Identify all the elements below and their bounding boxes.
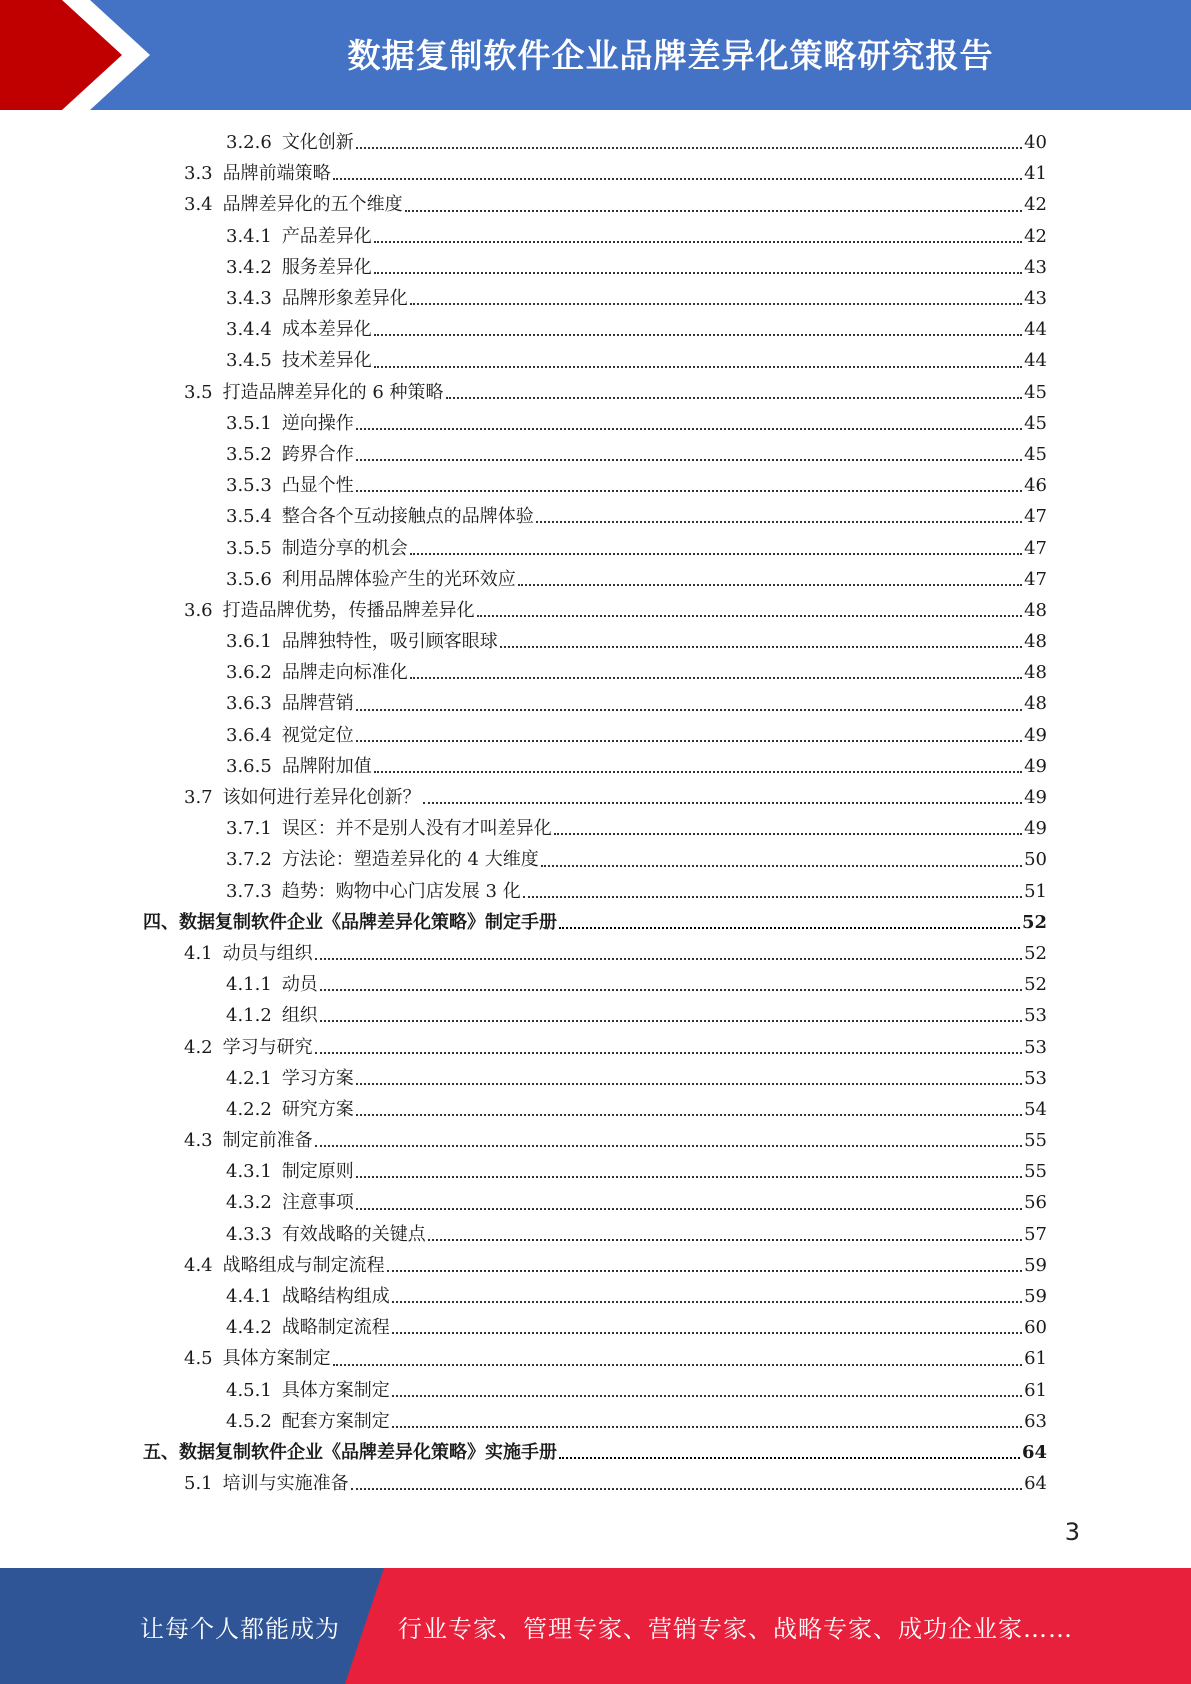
toc-entry-number: 3.4.5 xyxy=(226,350,272,372)
toc-entry-number: 3.6.2 xyxy=(226,662,272,684)
toc-dot-leader xyxy=(374,770,1022,773)
toc-entry-number: 3.4 xyxy=(184,194,213,216)
toc-entry[interactable] xyxy=(0,1156,1191,1187)
toc-dot-leader xyxy=(477,614,1022,617)
toc-entry-title: 四、数据复制软件企业《品牌差异化策略》制定手册 xyxy=(143,911,557,933)
toc-entry-title: 注意事项 xyxy=(281,1192,354,1214)
toc-dot-leader xyxy=(356,146,1022,149)
toc-entry[interactable] xyxy=(0,969,1191,1000)
toc-entry-page: 59 xyxy=(1024,1254,1047,1276)
toc-entry-page: 64 xyxy=(1024,1473,1047,1495)
toc-dot-leader xyxy=(315,1144,1022,1147)
toc-dot-leader xyxy=(356,1082,1022,1085)
toc-entry-title: 该如何进行差异化创新？ xyxy=(222,787,421,809)
toc-entry-title: 凸显个性 xyxy=(281,475,354,497)
toc-entry-number: 4.1.1 xyxy=(226,974,272,996)
document-title: 数据复制软件企业品牌差异化策略研究报告 xyxy=(347,35,994,75)
toc-entry-number: 4.3.3 xyxy=(226,1223,272,1245)
toc-entry-page: 44 xyxy=(1024,350,1047,372)
toc-entry[interactable] xyxy=(0,1031,1191,1062)
toc-entry[interactable] xyxy=(0,470,1191,501)
toc-entry-page: 48 xyxy=(1024,662,1047,684)
toc-entry-page: 45 xyxy=(1024,381,1047,403)
toc-entry-title: 五、数据复制软件企业《品牌差异化策略》实施手册 xyxy=(143,1441,557,1463)
toc-entry[interactable] xyxy=(0,657,1191,688)
toc-entry[interactable] xyxy=(0,1468,1191,1499)
toc-entry-number: 4.3.2 xyxy=(226,1192,272,1214)
toc-entry-number: 3.4.1 xyxy=(226,225,272,247)
toc-entry-number: 3.5.6 xyxy=(226,568,272,590)
toc-entry-title: 品牌形象差异化 xyxy=(281,288,408,310)
toc-entry-page: 64 xyxy=(1021,1441,1047,1463)
toc-entry-page: 44 xyxy=(1024,319,1047,341)
toc-dot-leader xyxy=(333,1363,1022,1366)
toc-entry-title: 研究方案 xyxy=(281,1098,354,1120)
toc-entry-title: 品牌前端策略 xyxy=(222,163,331,185)
toc-entry[interactable] xyxy=(0,532,1191,563)
toc-dot-leader xyxy=(536,520,1022,523)
toc-entry[interactable] xyxy=(0,844,1191,875)
toc-entry-number: 4.3 xyxy=(184,1130,213,1152)
toc-entry-page: 43 xyxy=(1024,288,1047,310)
toc-entry-title: 具体方案制定 xyxy=(281,1379,390,1401)
toc-dot-leader xyxy=(320,1019,1022,1022)
toc-entry-page: 49 xyxy=(1024,755,1047,777)
toc-entry-title: 学习与研究 xyxy=(222,1036,313,1058)
toc-entry-number: 3.4.4 xyxy=(226,319,272,341)
toc-entry[interactable] xyxy=(0,876,1191,907)
toc-dot-leader xyxy=(518,583,1022,586)
toc-entry-page: 53 xyxy=(1024,1005,1047,1027)
toc-entry-page: 40 xyxy=(1024,132,1047,154)
toc-entry-number: 3.5.2 xyxy=(226,443,272,465)
toc-entry-number: 3.2.6 xyxy=(226,132,272,154)
toc-entry-title: 战略组成与制定流程 xyxy=(222,1254,385,1276)
footer-slogan: 让每个人都能成为 xyxy=(140,1614,340,1643)
toc-entry-number: 3.6.1 xyxy=(226,631,272,653)
toc-dot-leader xyxy=(405,209,1022,212)
toc-entry-title: 具体方案制定 xyxy=(222,1348,331,1370)
toc-entry-title: 品牌营销 xyxy=(281,693,354,715)
toc-dot-leader xyxy=(356,1113,1022,1116)
toc-entry-title: 成本差异化 xyxy=(281,319,372,341)
toc-dot-leader xyxy=(315,957,1022,960)
toc-entry-title: 逆向操作 xyxy=(281,412,354,434)
toc-entry[interactable] xyxy=(0,751,1191,782)
toc-entry[interactable] xyxy=(0,221,1191,252)
toc-entry-page: 53 xyxy=(1024,1036,1047,1058)
toc-entry[interactable] xyxy=(0,252,1191,283)
toc-entry[interactable] xyxy=(0,595,1191,626)
toc-dot-leader xyxy=(356,1175,1022,1178)
toc-entry-title: 制定原则 xyxy=(281,1161,354,1183)
toc-dot-leader xyxy=(541,864,1022,867)
toc-entry-number: 4.3.1 xyxy=(226,1161,272,1183)
toc-entry-title: 品牌附加值 xyxy=(281,755,372,777)
toc-entry-page: 46 xyxy=(1024,475,1047,497)
toc-entry-number: 4.2 xyxy=(184,1036,213,1058)
table-of-contents xyxy=(0,127,1191,1499)
toc-entry-title: 培训与实施准备 xyxy=(222,1473,349,1495)
toc-entry-page: 50 xyxy=(1024,849,1047,871)
toc-entry-page: 49 xyxy=(1024,787,1047,809)
toc-entry-number: 4.5.2 xyxy=(226,1410,272,1432)
toc-entry-number: 3.5.4 xyxy=(226,506,272,528)
toc-entry-number: 4.5 xyxy=(184,1348,213,1370)
toc-entry-number: 3.7 xyxy=(184,787,213,809)
toc-entry[interactable] xyxy=(0,345,1191,376)
toc-entry-title: 制造分享的机会 xyxy=(281,537,408,559)
toc-entry-title: 战略制定流程 xyxy=(281,1317,390,1339)
toc-dot-leader xyxy=(410,302,1022,305)
toc-entry-page: 63 xyxy=(1024,1410,1047,1432)
toc-entry-number: 3.7.1 xyxy=(226,818,272,840)
toc-entry-number: 4.2.1 xyxy=(226,1067,272,1089)
toc-entry-page: 61 xyxy=(1024,1348,1047,1370)
toc-dot-leader xyxy=(410,552,1022,555)
toc-entry-title: 打造品牌优势，传播品牌差异化 xyxy=(222,599,475,621)
toc-entry[interactable] xyxy=(0,1281,1191,1312)
toc-entry-title: 视觉定位 xyxy=(281,724,354,746)
toc-entry-title: 打造品牌差异化的 6 种策略 xyxy=(222,381,444,403)
page-header xyxy=(0,0,1191,110)
toc-entry-page: 57 xyxy=(1024,1223,1047,1245)
toc-entry-number: 4.1.2 xyxy=(226,1005,272,1027)
toc-entry[interactable] xyxy=(0,1187,1191,1218)
toc-entry-title: 方法论：塑造差异化的 4 大维度 xyxy=(281,849,539,871)
toc-entry[interactable] xyxy=(0,127,1191,158)
toc-dot-leader xyxy=(356,708,1022,711)
toc-entry[interactable] xyxy=(0,782,1191,813)
toc-entry[interactable] xyxy=(0,720,1191,751)
toc-entry-number: 4.4.2 xyxy=(226,1317,272,1339)
toc-entry[interactable] xyxy=(0,1343,1191,1374)
toc-entry-title: 产品差异化 xyxy=(281,225,372,247)
toc-entry-title: 技术差异化 xyxy=(281,350,372,372)
toc-entry[interactable] xyxy=(0,314,1191,345)
toc-entry-title: 动员与组织 xyxy=(222,942,313,964)
toc-dot-leader xyxy=(446,396,1023,399)
toc-entry-number: 3.7.2 xyxy=(226,849,272,871)
toc-entry-number: 3.4.3 xyxy=(226,288,272,310)
toc-entry-page: 61 xyxy=(1024,1379,1047,1401)
toc-entry-number: 3.6.3 xyxy=(226,693,272,715)
toc-entry-title: 配套方案制定 xyxy=(281,1410,390,1432)
toc-dot-leader xyxy=(374,240,1022,243)
toc-dot-leader xyxy=(333,177,1022,180)
toc-entry[interactable] xyxy=(0,283,1191,314)
toc-entry-page: 47 xyxy=(1024,506,1047,528)
toc-entry-page: 55 xyxy=(1024,1161,1047,1183)
toc-dot-leader xyxy=(559,926,1020,929)
toc-entry-page: 47 xyxy=(1024,568,1047,590)
toc-entry[interactable] xyxy=(0,1219,1191,1250)
toc-entry-page: 56 xyxy=(1024,1192,1047,1214)
toc-entry[interactable] xyxy=(0,408,1191,439)
toc-entry[interactable] xyxy=(0,1125,1191,1156)
toc-dot-leader xyxy=(356,489,1022,492)
toc-dot-leader xyxy=(392,1425,1022,1428)
toc-dot-leader xyxy=(374,271,1022,274)
toc-entry[interactable] xyxy=(0,439,1191,470)
toc-dot-leader xyxy=(387,1269,1022,1272)
toc-entry-page: 45 xyxy=(1024,443,1047,465)
toc-dot-leader xyxy=(356,458,1022,461)
toc-dot-leader xyxy=(410,676,1022,679)
toc-entry[interactable] xyxy=(0,1063,1191,1094)
toc-dot-leader xyxy=(392,1331,1022,1334)
toc-entry-title: 组织 xyxy=(281,1005,318,1027)
toc-entry-page: 48 xyxy=(1024,631,1047,653)
toc-dot-leader xyxy=(392,1300,1022,1303)
toc-dot-leader xyxy=(554,832,1022,835)
toc-entry[interactable] xyxy=(0,1000,1191,1031)
toc-entry-title: 利用品牌体验产生的光环效应 xyxy=(281,568,516,590)
toc-entry[interactable] xyxy=(0,1437,1191,1468)
toc-dot-leader xyxy=(374,365,1022,368)
toc-entry-page: 51 xyxy=(1024,880,1047,902)
toc-dot-leader xyxy=(356,1207,1022,1210)
toc-entry-number: 3.4.2 xyxy=(226,256,272,278)
toc-dot-leader xyxy=(320,988,1022,991)
toc-entry-number: 3.6 xyxy=(184,599,213,621)
toc-dot-leader xyxy=(523,895,1022,898)
toc-entry-title: 跨界合作 xyxy=(281,443,354,465)
toc-entry-page: 52 xyxy=(1021,911,1047,933)
toc-dot-leader xyxy=(351,1487,1022,1490)
toc-entry-number: 3.5 xyxy=(184,381,213,403)
toc-entry-title: 误区：并不是别人没有才叫差异化 xyxy=(281,818,552,840)
toc-entry-number: 4.5.1 xyxy=(226,1379,272,1401)
toc-entry-page: 53 xyxy=(1024,1067,1047,1089)
toc-dot-leader xyxy=(356,427,1022,430)
toc-entry-number: 3.3 xyxy=(184,163,213,185)
toc-entry[interactable] xyxy=(0,377,1191,408)
toc-entry-page: 42 xyxy=(1024,194,1047,216)
toc-entry-title: 服务差异化 xyxy=(281,256,372,278)
toc-entry[interactable] xyxy=(0,1250,1191,1281)
toc-entry-number: 5.1 xyxy=(184,1473,213,1495)
toc-entry-number: 4.2.2 xyxy=(226,1098,272,1120)
toc-entry-page: 54 xyxy=(1024,1098,1047,1120)
toc-entry-page: 52 xyxy=(1024,942,1047,964)
toc-entry[interactable] xyxy=(0,158,1191,189)
toc-entry-page: 60 xyxy=(1024,1317,1047,1339)
toc-entry[interactable] xyxy=(0,938,1191,969)
toc-entry[interactable] xyxy=(0,1406,1191,1437)
toc-entry-page: 43 xyxy=(1024,256,1047,278)
toc-entry-title: 有效战略的关键点 xyxy=(281,1223,426,1245)
toc-dot-leader xyxy=(392,1394,1022,1397)
toc-dot-leader xyxy=(374,333,1022,336)
toc-entry-title: 品牌差异化的五个维度 xyxy=(222,194,403,216)
toc-entry-page: 48 xyxy=(1024,693,1047,715)
toc-entry-number: 4.4.1 xyxy=(226,1286,272,1308)
toc-entry-title: 整合各个互动接触点的品牌体验 xyxy=(281,506,534,528)
toc-dot-leader xyxy=(500,645,1022,648)
toc-entry-title: 制定前准备 xyxy=(222,1130,313,1152)
toc-entry-title: 学习方案 xyxy=(281,1067,354,1089)
toc-entry[interactable] xyxy=(0,1312,1191,1343)
toc-dot-leader xyxy=(315,1051,1022,1054)
toc-entry-title: 品牌走向标准化 xyxy=(281,662,408,684)
toc-entry-title: 动员 xyxy=(281,974,318,996)
toc-entry-number: 3.5.1 xyxy=(226,412,272,434)
page-number: 3 xyxy=(1064,1518,1080,1546)
toc-entry-page: 55 xyxy=(1024,1130,1047,1152)
toc-entry-title: 文化创新 xyxy=(281,132,354,154)
footer-roles: 行业专家、管理专家、营销专家、战略专家、成功企业家…… xyxy=(398,1614,1073,1643)
toc-entry-page: 49 xyxy=(1024,724,1047,746)
toc-entry[interactable] xyxy=(0,688,1191,719)
toc-entry-number: 3.7.3 xyxy=(226,880,272,902)
toc-entry[interactable] xyxy=(0,1094,1191,1125)
toc-entry[interactable] xyxy=(0,813,1191,844)
page-footer xyxy=(0,1568,1191,1684)
toc-entry[interactable] xyxy=(0,626,1191,657)
toc-dot-leader xyxy=(423,801,1022,804)
toc-entry-page: 41 xyxy=(1024,163,1047,185)
toc-entry-page: 52 xyxy=(1024,974,1047,996)
toc-entry-title: 趋势：购物中心门店发展 3 化 xyxy=(281,880,521,902)
toc-entry-page: 47 xyxy=(1024,537,1047,559)
toc-entry[interactable] xyxy=(0,501,1191,532)
toc-entry-page: 49 xyxy=(1024,818,1047,840)
toc-entry-title: 战略结构组成 xyxy=(281,1286,390,1308)
toc-dot-leader xyxy=(356,739,1022,742)
toc-entry-number: 3.5.3 xyxy=(226,475,272,497)
toc-entry-number: 3.5.5 xyxy=(226,537,272,559)
toc-dot-leader xyxy=(559,1456,1020,1459)
toc-entry-number: 4.1 xyxy=(184,942,213,964)
toc-entry[interactable] xyxy=(0,1375,1191,1406)
toc-entry-number: 4.4 xyxy=(184,1254,213,1276)
toc-entry-title: 品牌独特性，吸引顾客眼球 xyxy=(281,631,498,653)
toc-entry[interactable] xyxy=(0,564,1191,595)
toc-entry-number: 3.6.5 xyxy=(226,755,272,777)
toc-entry-page: 59 xyxy=(1024,1286,1047,1308)
toc-entry-page: 48 xyxy=(1024,599,1047,621)
toc-entry-page: 42 xyxy=(1024,225,1047,247)
toc-entry[interactable] xyxy=(0,907,1191,938)
toc-dot-leader xyxy=(428,1238,1022,1241)
toc-entry-page: 45 xyxy=(1024,412,1047,434)
toc-entry[interactable] xyxy=(0,189,1191,220)
toc-entry-number: 3.6.4 xyxy=(226,724,272,746)
